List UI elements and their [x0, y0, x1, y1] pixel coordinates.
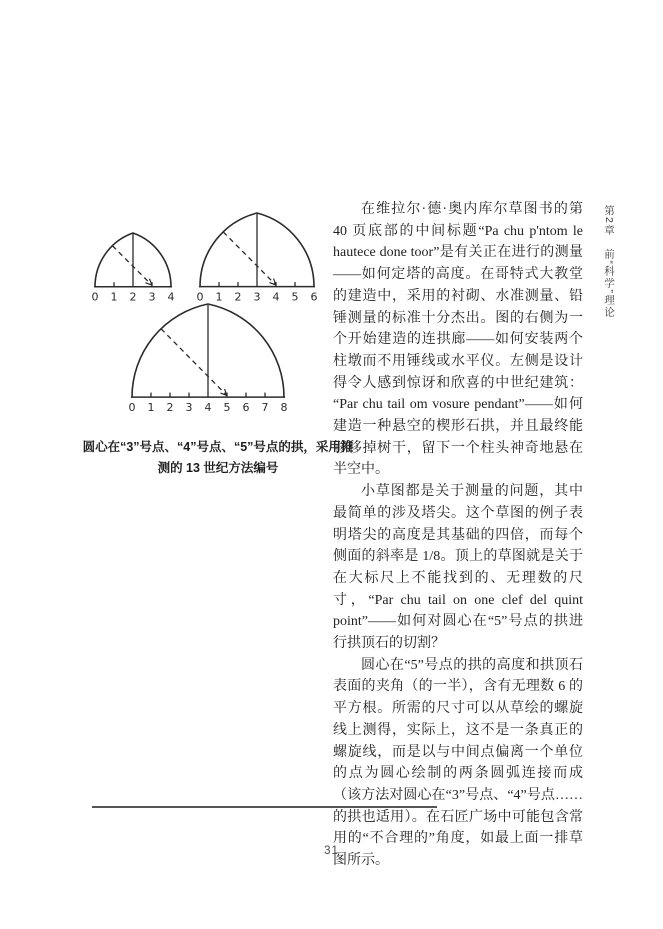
- svg-text:0: 0: [128, 401, 136, 415]
- svg-text:1: 1: [147, 401, 155, 415]
- svg-text:4: 4: [167, 290, 175, 304]
- svg-text:2: 2: [129, 290, 137, 304]
- arch-diagram-center-3: [87, 230, 179, 305]
- figure-caption-line-1: 圆心在“3”号点、“4”号点、“5”号点的拱，采用推: [82, 440, 354, 454]
- arch-diagram-center-4: [192, 210, 322, 305]
- svg-text:6: 6: [310, 290, 318, 304]
- body-paragraph-3: 圆心在“5”号点的拱的高度和拱顶石表面的夹角（的一半），含有无理数 6 的平方根。所需的尺寸可以从草绘的螺旋线上测得，实际上，这不是一条真正的螺旋线，而是以与中间点偏离一个单位的点为圆心绘制的两条圆弧连接而成（该方法对圆心在“3”号点、“4”号点……的拱也适用）。在石匠广场中可能包含常用的“不合理的”角度，如最上面一排草图所示。: [333, 657, 583, 869]
- svg-text:8: 8: [280, 401, 288, 415]
- svg-text:2: 2: [234, 290, 242, 304]
- svg-text:5: 5: [291, 290, 299, 304]
- body-paragraph-2: 小草图都是关于测量的问题，其中最简单的涉及塔尖。这个草图的例子表明塔尖的高度是其基础的四倍，而每个侧面的斜率是 1/8。顶上的草图就是关于在大标尺上不能找到的、无理数的尺寸，“Par chu tail on one clef del quint point”——如何对圆心在“5”号点的拱进行拱顶石的切割？: [333, 484, 583, 652]
- svg-text:6: 6: [242, 401, 250, 415]
- svg-text:7: 7: [261, 401, 269, 415]
- page-number: 31: [324, 845, 339, 857]
- svg-text:3: 3: [148, 290, 156, 304]
- figure-caption-line-2: 测的 13 世纪方法编号: [157, 461, 279, 475]
- svg-text:4: 4: [272, 290, 280, 304]
- svg-text:0: 0: [91, 290, 99, 304]
- figure-caption: [78, 437, 358, 479]
- body-paragraph-1: 在维拉尔·德·奥内库尔草图书的第 40 页底部的中间标题“Pa chu p'ntom le hautece done toor”是有关正在进行的测量——如何定塔的高度。在哥特式大教堂的建造中，采用的衬砌、水准测量、铅锤测量的标准十分杰出。图的右侧为一个开始建造的连拱廊——如何安装两个柱墩而不用锤线或水平仪。左侧是设计得令人感到惊讶和欣喜的中世纪建筑：“Par chu tail om vosure pendant”——如何建造一种悬空的楔形石拱，并且最终能够移掉树干，留下一个柱头神奇地悬在半空中。: [333, 202, 583, 478]
- body-text-column: [333, 199, 583, 872]
- chapter-sidebar-vertical: 第2章 前“科学”理论: [603, 205, 615, 319]
- svg-text:1: 1: [215, 290, 223, 304]
- svg-text:2: 2: [166, 401, 174, 415]
- arch-diagram-center-5: [124, 301, 292, 415]
- svg-text:4: 4: [204, 401, 212, 415]
- svg-text:3: 3: [185, 401, 193, 415]
- footnote-rule: [92, 806, 437, 808]
- svg-text:1: 1: [110, 290, 118, 304]
- svg-text:3: 3: [253, 290, 261, 304]
- svg-text:0: 0: [196, 290, 204, 304]
- svg-text:5: 5: [223, 401, 231, 415]
